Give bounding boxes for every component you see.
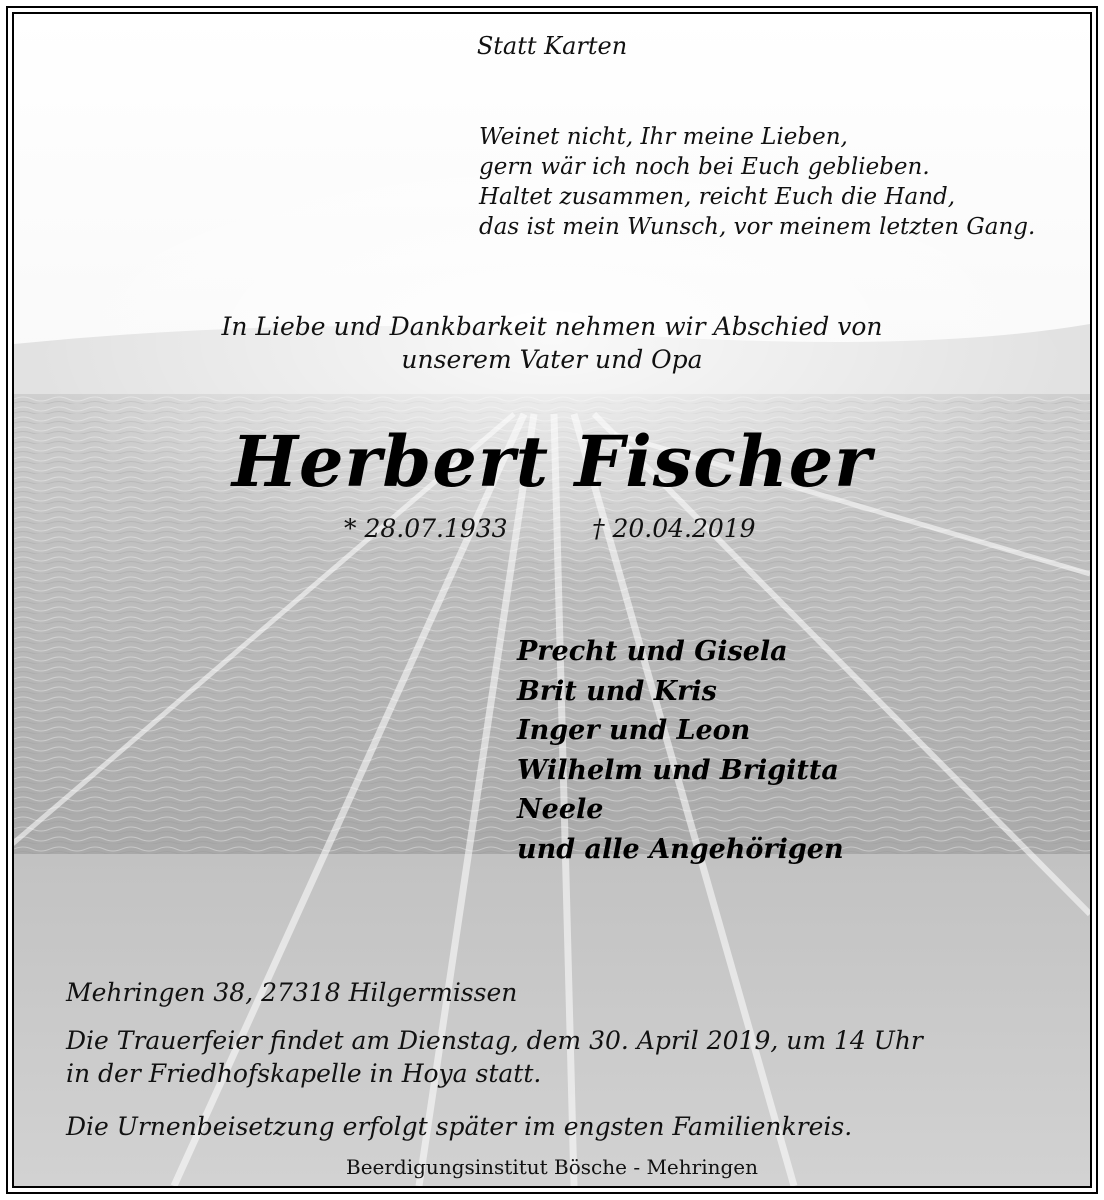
ceremony-line-2: in der Friedhofskapelle in Hoya statt. bbox=[66, 1059, 542, 1088]
statt-karten-heading: Statt Karten bbox=[476, 32, 628, 60]
death-date: † 20.04.2019 bbox=[592, 514, 756, 543]
poem-line: Haltet zusammen, reicht Euch die Hand, bbox=[479, 184, 956, 210]
mourner-entry: Inger und Leon bbox=[517, 715, 751, 746]
poem-line: das ist mein Wunsch, vor meinem letzten Gang. bbox=[479, 214, 1036, 240]
announcement-panel bbox=[12, 12, 1092, 1188]
mourner-entry: Wilhelm und Brigitta bbox=[517, 754, 839, 786]
mourner-entry: Precht und Gisela bbox=[517, 636, 788, 667]
farewell-intro-line-1: In Liebe und Dankbarkeit nehmen wir Abschied von bbox=[221, 312, 883, 341]
funeral-home-credit: Beerdigungsinstitut Bösche - Mehringen bbox=[346, 1155, 758, 1179]
ceremony-line-1: Die Trauerfeier findet am Dienstag, dem 30. April 2019, um 14 Uhr bbox=[66, 1026, 923, 1055]
deceased-name: Herbert Fischer bbox=[231, 420, 873, 503]
birth-date: * 28.07.1933 bbox=[344, 514, 508, 543]
family-address: Mehringen 38, 27318 Hilgermissen bbox=[66, 978, 518, 1007]
urn-burial-note: Die Urnenbeisetzung erfolgt später im engsten Familienkreis. bbox=[66, 1112, 853, 1141]
farewell-intro bbox=[14, 310, 1090, 376]
mourners-list bbox=[517, 632, 844, 869]
poem-line: gern wär ich noch bei Euch geblieben. bbox=[479, 154, 930, 180]
mourner-entry: Brit und Kris bbox=[517, 675, 717, 707]
farewell-intro-line-2: unserem Vater und Opa bbox=[401, 345, 703, 374]
poem-line: Weinet nicht, Ihr meine Lieben, bbox=[479, 124, 848, 150]
mourner-entry: Neele bbox=[517, 794, 604, 825]
mourner-entry: und alle Angehörigen bbox=[517, 833, 844, 865]
poem bbox=[479, 122, 1035, 242]
ceremony-notice bbox=[66, 1024, 923, 1090]
